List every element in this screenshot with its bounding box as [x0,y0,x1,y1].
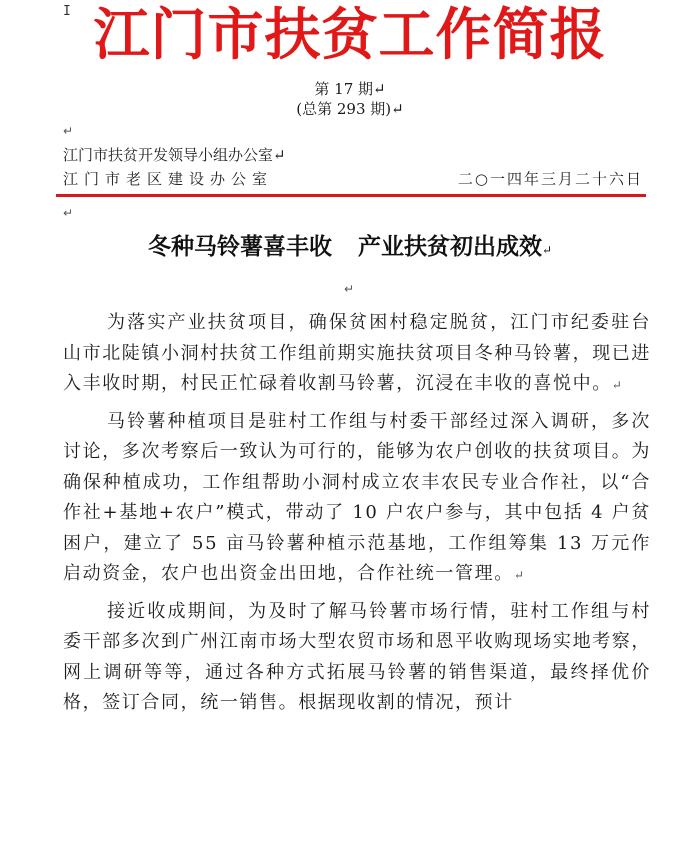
article-body [63,308,651,725]
paragraph-mark: ↵ [63,124,74,138]
issuing-office-row [63,168,643,190]
issue-total: (总第 293 期)↵ [296,100,404,118]
paragraph-mark: ↵ [63,206,74,220]
headline-part-2: 产业扶贫初出成效 [357,233,542,260]
red-divider-line [56,194,646,197]
paragraph-mark: ↵ [611,378,622,392]
paragraph-mark: ↵ [373,80,386,98]
text-cursor: I [63,4,71,19]
article-paragraph: 马铃薯种植项目是驻村工作组与村委干部经过深入调研，多次讨论，多次考察后一致认为可行的，能够为农户创收的扶贫项目。为确保种植成功，工作组帮助小洞村成立农丰农民专业合作社，以“合作社+基地+农户”模式，带动了 10 户农户参与，其中包括 4 户贫困户，建立了 55 亩马铃薯种植示范基地，工作组筹集 13 万元作启动资金，农户也出资金出田地，合作社统一管理。↵ [63,410,651,584]
issuing-office-2: 江门市老区建设办公室 [63,170,274,188]
article-paragraph: 接近收成期间，为及时了解马铃薯市场行情，驻村工作组与村委干部多次到广州江南市场大型农贸市场和恩平收购现场实地考察，网上调研等等，通过各种方式拓展马铃薯的销售渠道，最终择优价格，签订合同，统一销售。根据现收割的情况，预计 [63,600,651,713]
headline-part-1: 冬种马铃薯喜丰收 [147,233,332,260]
paragraph-mark: ↵ [344,282,355,296]
issue-date: 二○一四年三月二十六日 [457,170,643,188]
paragraph-mark: ↵ [541,243,553,257]
masthead-title: 江门市扶贫工作简报 [93,3,607,68]
issuing-office-1: 江门市扶贫开发领导小组办公室↵ [63,146,286,164]
paragraph-mark: ↵ [273,146,286,164]
article-headline [0,232,700,265]
paragraph-mark: ↵ [513,568,524,582]
issue-number: 第 17 期↵ [314,80,386,98]
issue-info [0,79,700,119]
article-paragraph: 为落实产业扶贫项目，确保贫困村稳定脱贫，江门市纪委驻台山市北陡镇小洞村扶贫工作组前期实施扶贫项目冬种马铃薯，现已进入丰收时期，村民正忙碌着收割马铃薯，沉浸在丰收的喜悦中。↵ [63,312,651,394]
paragraph-mark: ↵ [391,100,404,118]
